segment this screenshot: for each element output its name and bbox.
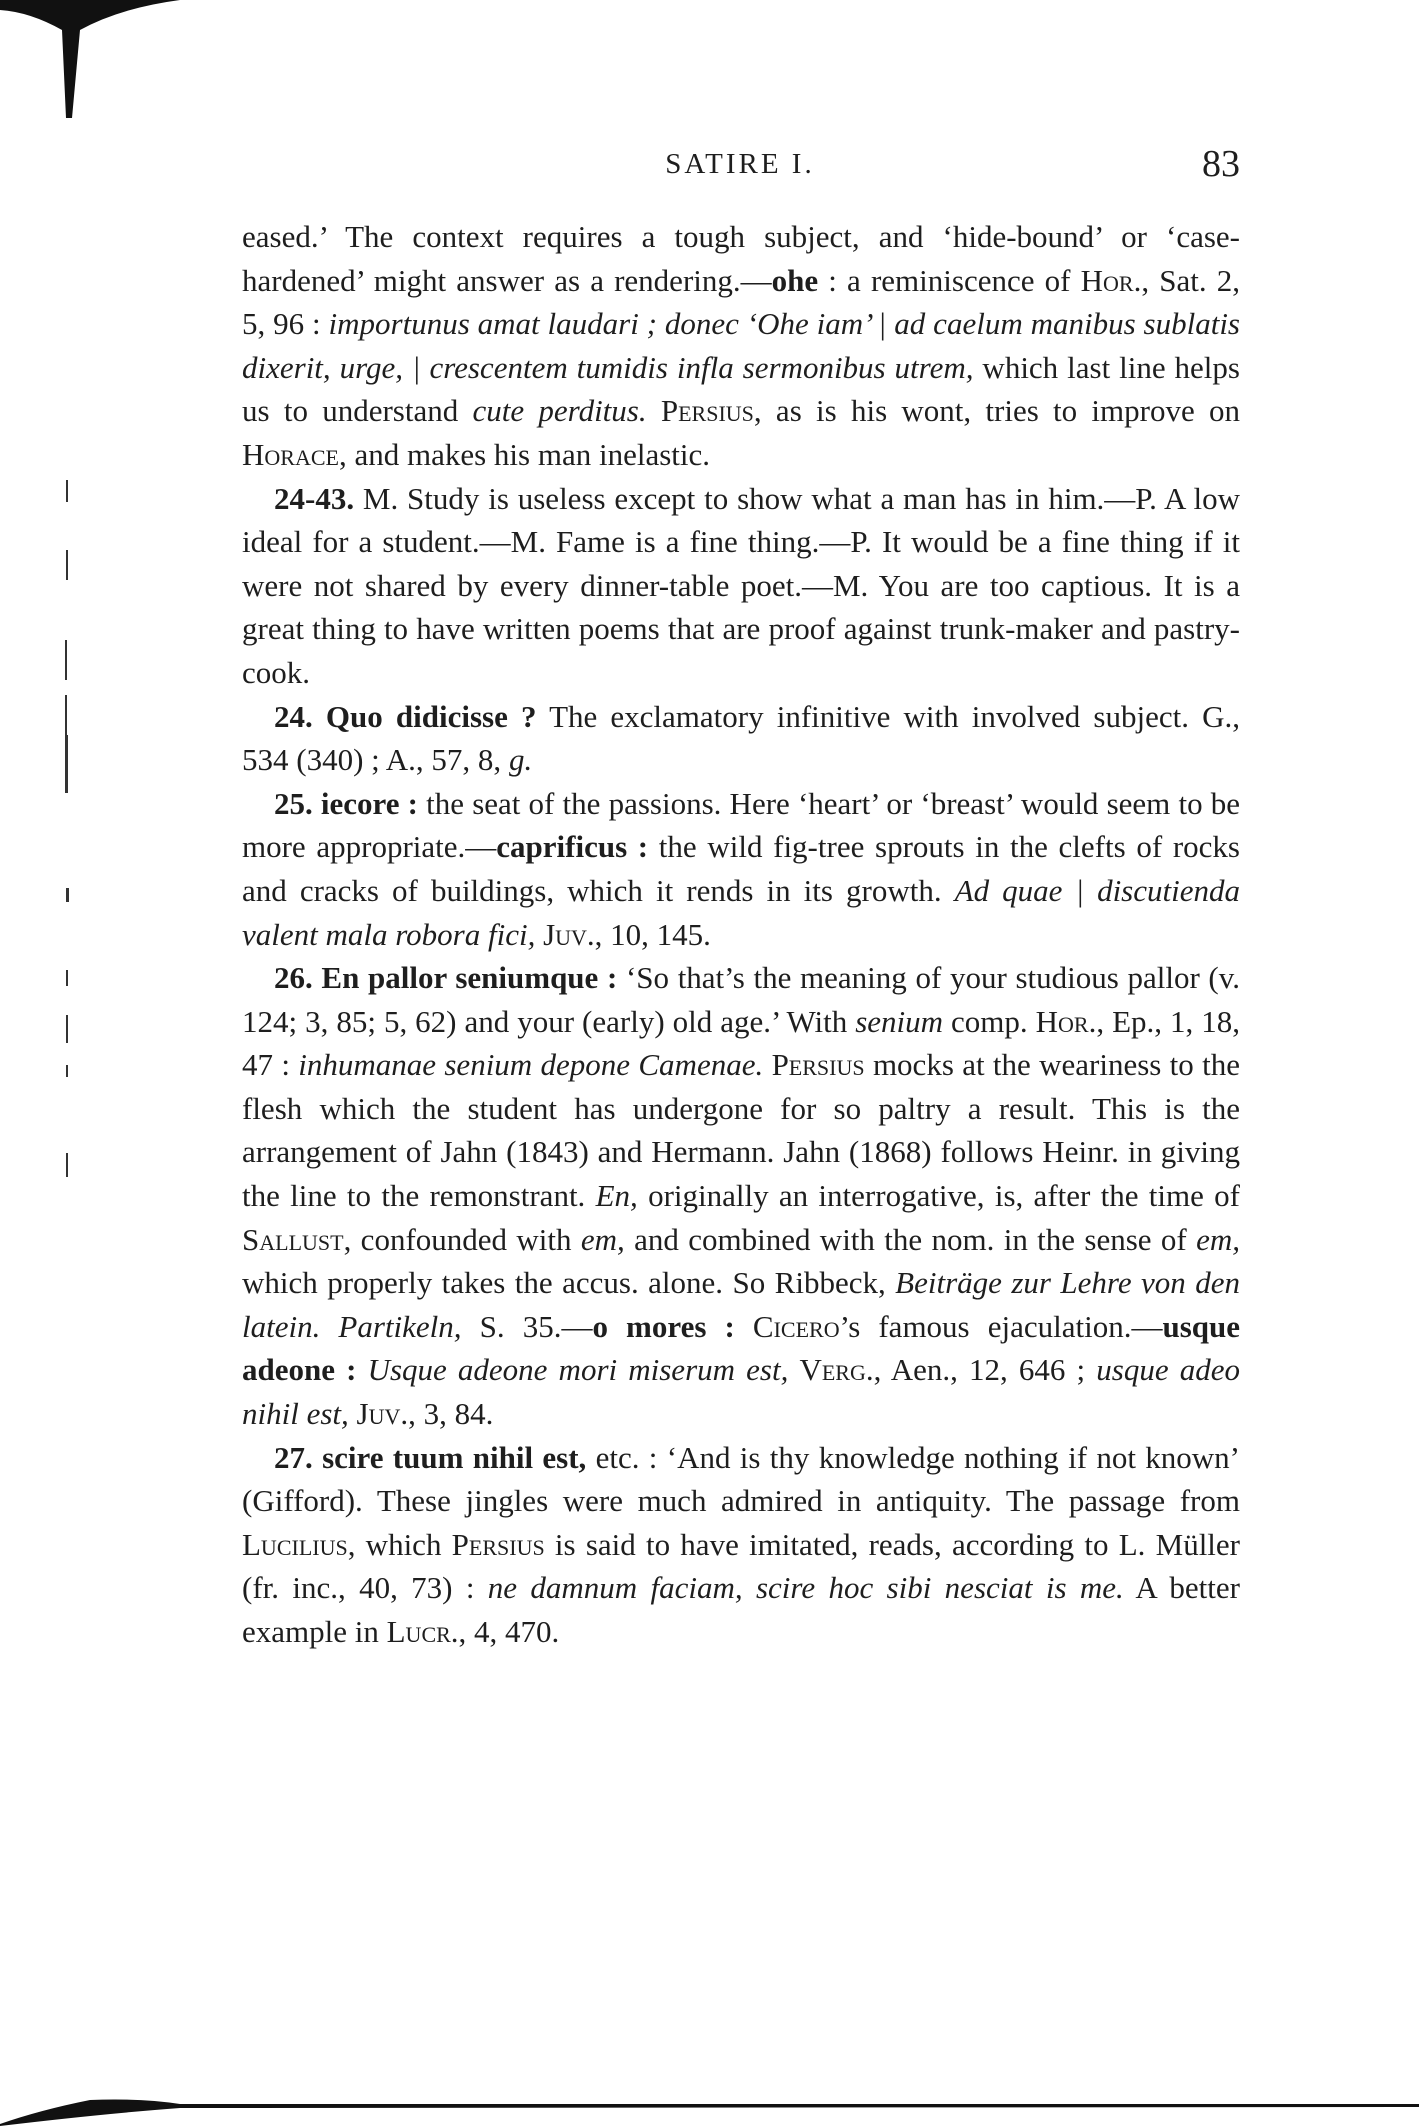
note-text <box>735 1309 753 1344</box>
note-text <box>763 1047 771 1082</box>
note-text: mocks at the weariness to the flesh which the student has undergone for so paltry a result. This is the arrangement of Jahn (1843) and Hermann. Jahn (1868) follows Heinr. in giving the line to the remonstrant. <box>242 1047 1240 1214</box>
lemma: caprificus : <box>496 829 649 865</box>
author-name: Persius <box>451 1526 545 1562</box>
quotation: ne damnum faciam, scire hoc sibi nesciat is me. <box>487 1570 1124 1606</box>
note-text: : a reminiscence of <box>818 262 1081 298</box>
note-text: the wild fig-tree sprouts in the clefts of rocks and cracks of buildings, which it rends in its growth. <box>242 829 1240 908</box>
note-25 <box>242 782 1240 956</box>
lemma: o mores : <box>592 1308 735 1344</box>
note-text: M. Study is useless except to show what a man has in him.—P. A low ideal for a student.—M. Fame is a fine thing.—P. It would be a fine thing if it were not shared by every dinner-table poet.—M. You are too captious. It is a great thing to have written poems that are proof against trunk-maker and pastry-cook. <box>242 480 1240 690</box>
note-text: , confounded with <box>343 1221 581 1257</box>
note-text: the seat of the passions. Here ‘heart’ or ‘breast’ would seem to be more appropriate.— <box>242 785 1240 865</box>
quotation: inhumanae senium depone Camenae. <box>298 1047 764 1083</box>
note-text: S. 35.— <box>461 1308 593 1344</box>
author-name: Verg. <box>799 1352 874 1388</box>
note-text <box>647 393 661 428</box>
page-number: 83 <box>1202 143 1240 185</box>
lemma: usque adeone : <box>242 1308 1240 1388</box>
author-name: Juv. <box>356 1396 409 1432</box>
quotation: em, <box>580 1221 625 1257</box>
note-text: comp. <box>943 1003 1036 1039</box>
binding-corner-mark <box>0 0 190 130</box>
author-name: Lucilius <box>242 1526 348 1562</box>
author-name: Lucr. <box>386 1614 459 1649</box>
note-text: The exclamatory infinitive with involved subject. G., 534 (340) ; A., 57, 8, <box>242 698 1240 778</box>
note-text: , Aen., 12, 646 ; <box>873 1352 1097 1388</box>
note-text: which properly takes the accus. alone. So Ribbeck, <box>242 1265 896 1301</box>
lemma: 26. En pallor seniumque : <box>274 960 618 996</box>
note-text <box>356 1352 367 1387</box>
author-name: Horace <box>242 436 339 472</box>
lemma: 27. scire tuum nihil est, <box>274 1439 587 1475</box>
running-head: SATIRE I. <box>665 148 815 180</box>
note-text: ’s famous ejaculation.— <box>839 1308 1163 1344</box>
note-text: ‘So that’s the meaning of your studious pallor (v. 124; 3, 85; 5, 62) and your (early) old age.’ With <box>242 960 1240 1039</box>
margin-scan-marks <box>60 480 100 1780</box>
quotation: em, <box>1196 1221 1240 1257</box>
note-24 <box>242 695 1240 782</box>
author-name: Persius <box>771 1047 865 1083</box>
note-text: , and makes his man inelastic. <box>338 436 710 472</box>
note-text <box>349 1396 357 1431</box>
quotation: Beiträge zur Lehre von den latein. Partikeln, <box>242 1265 1240 1344</box>
page-bottom-rule <box>0 2080 1419 2126</box>
quotation: importunus amat laudari ; donec ‘Ohe iam’ | ad caelum manibus sublatis dixerit, urge, | crescentem tumidis infla sermonibus utrem, <box>242 306 1240 385</box>
note-text: A better example in <box>242 1570 1240 1649</box>
lemma: 24. Quo didicisse ? <box>274 698 537 734</box>
note-text: , 10, 145. <box>594 916 711 952</box>
page-header <box>240 143 1240 198</box>
lemma: 25. iecore : <box>274 785 418 821</box>
cont-23 <box>242 215 1240 477</box>
note-text <box>788 1352 799 1387</box>
note-text: , which <box>347 1526 452 1562</box>
author-name: Persius <box>660 393 754 429</box>
quotation: Usque adeone mori miserum est, <box>367 1352 789 1388</box>
note-text <box>535 917 543 952</box>
author-name: Cicero <box>752 1308 840 1344</box>
quotation: Ad quae | discutienda valent mala robora fici, <box>242 872 1240 952</box>
note-26 <box>242 956 1240 1436</box>
note-text: , Ep., 1, 18, 47 : <box>242 1003 1240 1083</box>
author-name: Hor. <box>1080 262 1142 298</box>
note-text: , Sat. 2, 5, 96 : <box>242 262 1240 342</box>
quotation: g. <box>508 742 533 778</box>
quotation: usque adeo nihil est, <box>242 1352 1240 1432</box>
quotation: cute perditus. <box>472 393 647 429</box>
quotation: senium <box>855 1003 944 1039</box>
note-text: which last line helps us to understand <box>242 349 1240 429</box>
quotation: En, <box>595 1178 638 1214</box>
author-name: Juv. <box>543 916 595 952</box>
note-text: and combined with the nom. in the sense of <box>624 1221 1197 1257</box>
lemma: ohe <box>771 262 819 298</box>
author-name: Sallust <box>242 1221 344 1257</box>
note-text: etc. : ‘And is thy knowledge nothing if not known’ (Gifford). These jingles were much admired in antiquity. The passage from <box>242 1439 1240 1519</box>
note-text: is said to have imitated, reads, according to L. Müller (fr. inc., 40, 73) : <box>242 1526 1240 1606</box>
note-text: , 4, 470. <box>458 1614 560 1649</box>
note-text: originally an interrogative, is, after the time of <box>637 1178 1240 1214</box>
commentary-body <box>242 215 1240 1654</box>
note-24-43 <box>242 477 1240 695</box>
lemma: 24-43. <box>274 480 355 516</box>
author-name: Hor. <box>1035 1003 1097 1039</box>
note-text: eased.’ The context requires a tough subject, and ‘hide-bound’ or ‘case-hardened’ might answer as a rendering.— <box>242 219 1240 298</box>
note-text: , 3, 84. <box>408 1396 494 1432</box>
note-27 <box>242 1436 1240 1654</box>
note-text: , as is his wont, tries to improve on <box>753 393 1240 429</box>
